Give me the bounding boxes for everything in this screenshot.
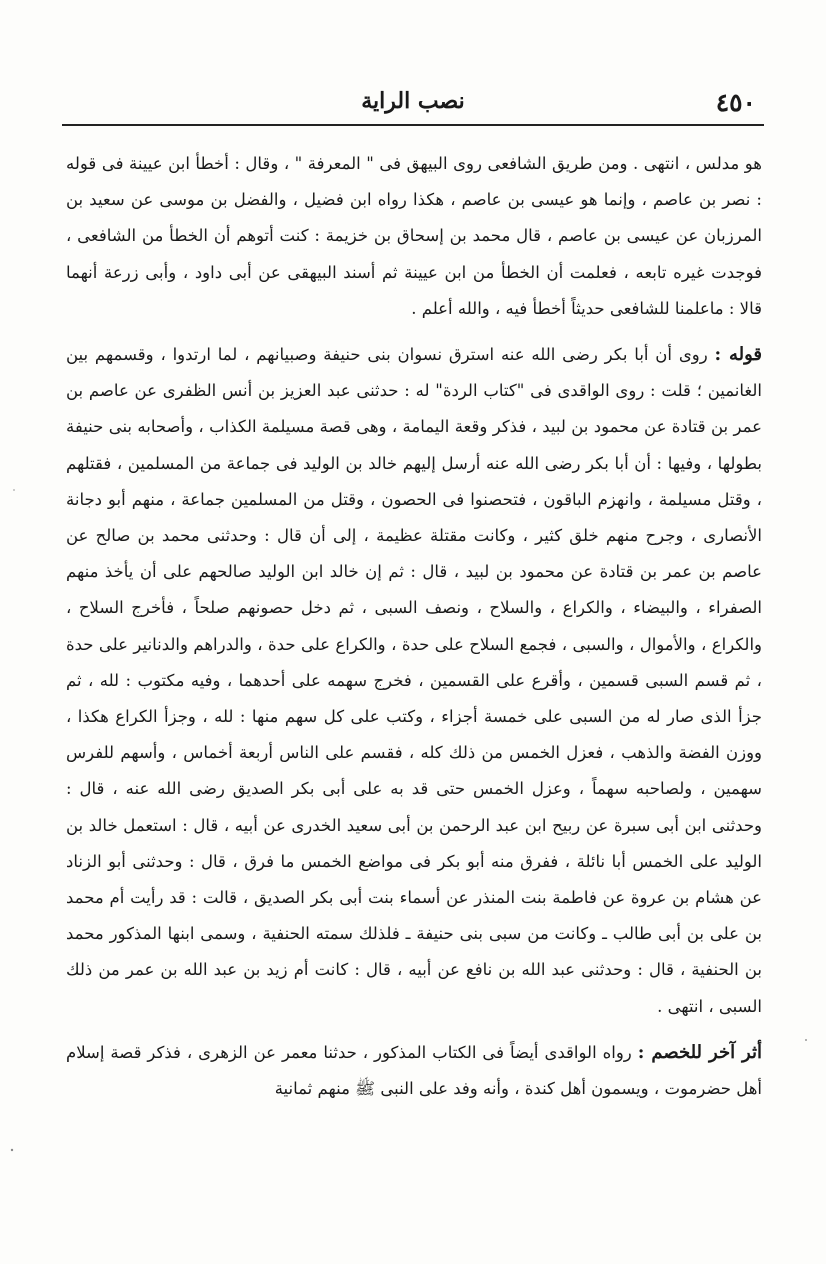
paragraph-3-lead: أثر آخر للخصم : [637, 1041, 762, 1063]
page-number: ٤٥٠ [715, 88, 756, 117]
page-header [64, 86, 762, 122]
paragraph-3 [66, 1035, 762, 1107]
paragraph-2-lead: قوله : [714, 344, 762, 366]
header-rule [62, 124, 764, 126]
paragraph-2 [66, 337, 762, 1025]
paragraph-1-text: هو مدلس ، انتهى . ومن طريق الشافعى روى البيهق فى " المعرفة " ، وقال : أخطأ ابن عيينة فى قوله : نصر بن عاصم ، وإنما هو عيسى بن عاصم ، هكذا رواه ابن فضيل ، والفضل بن موسى عن سعيد بن المرزبان عن عيسى بن عاصم ، قال محمد بن إسحاق بن خزيمة : كنت أتوهم أن الخطأ من الشافعى ، فوجدت غيره تابعه ، فعلمت أن الخطأ من ابن عيينة ثم أسند البيهقى عن أبى داود ، وأبى زرعة أنهما قالا : ماعلمنا للشافعى حديثاً أخطأ فيه ، والله أعلم . [66, 154, 762, 318]
paragraph-1 [66, 146, 762, 327]
paragraph-2-text: روى أن أبا بكر رضى الله عنه استرق نسوان بنى حنيفة وصبيانهم ، لما ارتدوا ، وقسمهم بين الغانمين ؛ قلت : روى الواقدى فى "كتاب الردة" له : حدثنى عبد العزيز بن أنس الظفرى عن عاصم بن عمر بن قتادة عن محمود بن لبيد ، فذكر وقعة اليمامة ، وهى قصة مسيلمة الكذاب ، وأصحابه بنى حنيفة بطولها ، وفيها : أن أبا بكر رضى الله عنه أرسل إليهم خالد بن الوليد فى جماعة من المسلمين ، فقتلهم ، وقتل مسيلمة ، وانهزم الباقون ، فتحصنوا فى الحصون ، وقتل من المسلمين جماعة ، منهم أبو دجانة الأنصارى ، وجرح منهم خلق كثير ، وكانت مقتلة عظيمة ، إلى أن قال : وحدثنى محمد بن صالح عن عاصم بن عمر بن قتادة عن محمود بن لبيد ، قال : ثم إن خالد ابن الوليد صالحهم على أن يأخذ منهم الصفراء ، والبيضاء ، والكراع ، والسلاح ، ونصف السبى ، ثم دخل حصونهم صلحاً ، فأخرج السلاح ، والكراع ، والأموال ، والسبى ، فجمع السلاح على حدة ، والكراع على حدة ، والدراهم والدنانير على حدة ، ثم قسم السبى قسمين ، وأقرع على القسمين ، فخرج سهمه على أحدهما ، وفيه مكتوب : لله ، ثم جزأ الذى صار له من السبى على خمسة أجزاء ، وكتب على كل سهم منها : لله ، وجزأ الكراع هكذا ، ووزن الفضة والذهب ، فعزل الخمس من ذلك كله ، فقسم على الناس أربعة أخماس ، وأسهم للفرس سهمين ، ولصاحبه سهماً ، وعزل الخمس حتى قد به على أبى بكر الصديق رضى الله عنه ، قال : وحدثنى ابن أبى سبرة عن ربيح ابن عبد الرحمن بن أبى سعيد الخدرى عن أبيه ، قال : استعمل خالد بن الوليد على الخمس أبا نائلة ، ففرق منه أبو بكر فى مواضع الخمس ما فرق ، قال : وحدثنى أبو الزناد عن هشام بن عروة عن فاطمة بنت المنذر عن أسماء بنت أبى بكر الصديق ، قالت : قد رأيت أم محمد بن على بن أبى طالب ـ وكانت من سبى بنى حنيفة ـ فلذلك سمته الحنفية ، وسمى ابنها المذكور محمد بن الحنفية ، قال : وحدثنى عبد الله بن نافع عن أبيه ، قال : كانت أم زيد بن عبد الله بن عمر من ذلك السبى ، انتهى . [66, 345, 762, 1016]
paragraph-3-text: رواه الواقدى أيضاً فى الكتاب المذكور ، حدثنا معمر عن الزهرى ، فذكر قصة إسلام أهل حضرموت ، ويسمون أهل كندة ، وأنه وفد على النبى ﷺ منهم ثمانية [66, 1042, 762, 1099]
running-title: نصب الراية [361, 88, 465, 114]
body-text [66, 146, 762, 1107]
